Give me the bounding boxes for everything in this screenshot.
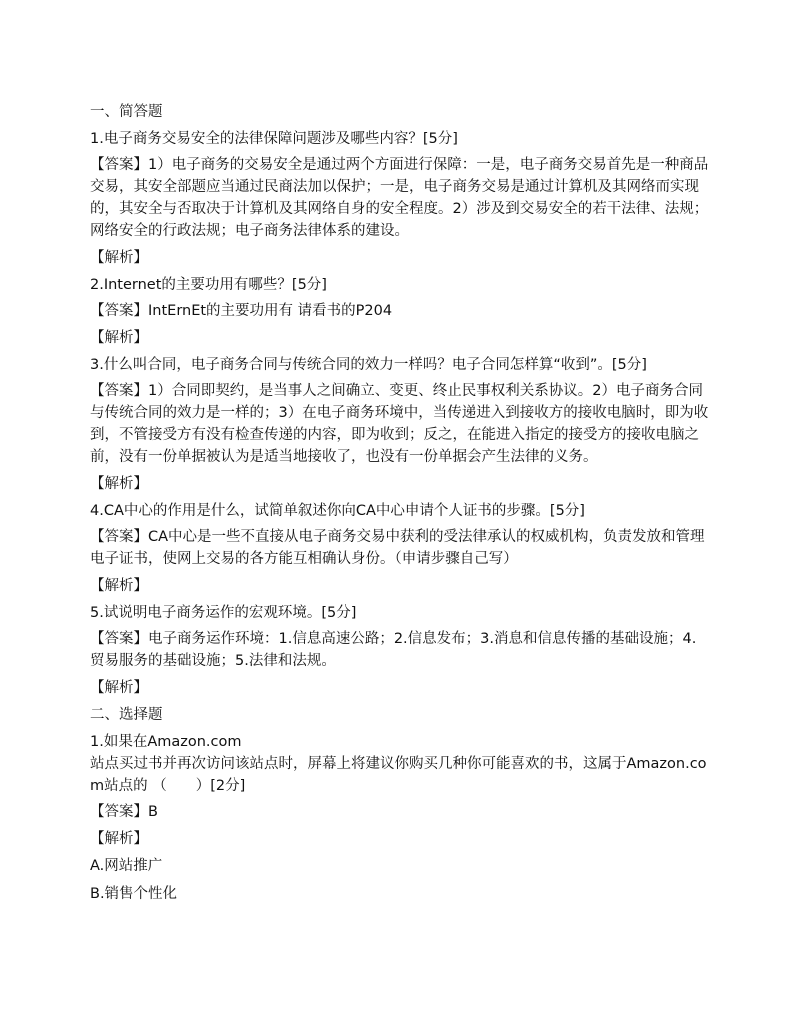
choice-answer-1 <box>90 801 710 823</box>
analysis-2: 【解析】 <box>90 330 148 346</box>
question-3: 3.什么叫合同，电子商务合同与传统合同的效力一样吗？电子合同怎样算“收到”。[5分] <box>90 357 647 373</box>
answer-text: 电子商务运作环境：1.信息高速公路；2.信息发布；3.消息和信息传播的基础设施；4.贸易服务的基础设施；5.法律和法规。 <box>90 631 697 669</box>
analysis-5: 【解析】 <box>90 680 148 696</box>
question-4: 4.CA中心的作用是什么，试简单叙述你向CA中心申请个人证书的步骤。[5分] <box>90 503 585 519</box>
answer-label: 【答案】 <box>90 383 148 399</box>
question-1: 1.电子商务交易安全的法律保障问题涉及哪些内容？[5分] <box>90 131 458 147</box>
analysis-3: 【解析】 <box>90 476 148 492</box>
answer-text: IntErnEt的主要功用有 请看书的P204 <box>148 303 393 319</box>
answer-3 <box>90 380 710 468</box>
question-5: 5.试说明电子商务运作的宏观环境。[5分] <box>90 605 357 621</box>
analysis-1: 【解析】 <box>90 250 148 266</box>
answer-text: CA中心是一些不直接从电子商务交易中获利的受法律承认的权威机构，负责发放和管理电子证书，使网上交易的各方能互相确认身份。（申请步骤自己写） <box>90 529 705 567</box>
answer-label: 【答案】 <box>90 157 148 173</box>
answer-5 <box>90 628 710 672</box>
section-title-short-answer: 一、简答题 <box>90 104 163 120</box>
analysis-4: 【解析】 <box>90 578 148 594</box>
answer-text: 1）电子商务的交易安全是通过两个方面进行保障：一是，电子商务交易首先是一种商品交易，其安全部题应当通过民商法加以保护；一是，电子商务交易是通过计算机及其网络而实现的，其安全与否取决于计算机及其网络自身的安全程度。2）涉及到交易安全的若干法律、法规；网络安全的行政法规；电子商务法律体系的建设。 <box>90 157 709 239</box>
section-title-multiple-choice: 二、选择题 <box>90 707 163 723</box>
answer-label: 【答案】 <box>90 529 148 545</box>
question-2: 2.Internet的主要功用有哪些？[5分] <box>90 277 327 293</box>
answer-label: 【答案】 <box>90 804 148 820</box>
option-a: A.网站推广 <box>90 858 163 874</box>
choice-question-1-line2: 站点买过书并再次访问该站点时，屏幕上将建议你购买几种你可能喜欢的书，这属于Amazon.com站点的 （ ）[2分] <box>90 756 707 794</box>
answer-label: 【答案】 <box>90 303 148 319</box>
answer-text: 1）合同即契约，是当事人之间确立、变更、终止民事权利关系协议。2）电子商务合同与传统合同的效力是一样的；3）在电子商务环境中，当传递进入到接收方的接收电脑时，即为收到，不管接受方有没有检查传递的内容，即为收到；反之，在能进入指定的接受方的接收电脑之前，没有一份单据被认为是适当地接收了，也没有一份单据会产生法律的义务。 <box>90 383 709 465</box>
choice-analysis-1: 【解析】 <box>90 831 148 847</box>
option-b: B.销售个性化 <box>90 886 178 902</box>
document-page <box>90 101 710 911</box>
answer-text: B <box>148 804 158 820</box>
answer-1 <box>90 154 710 242</box>
answer-label: 【答案】 <box>90 631 148 647</box>
answer-2 <box>90 300 710 322</box>
answer-4 <box>90 526 710 570</box>
choice-question-1-line1: 1.如果在Amazon.com <box>90 734 242 750</box>
